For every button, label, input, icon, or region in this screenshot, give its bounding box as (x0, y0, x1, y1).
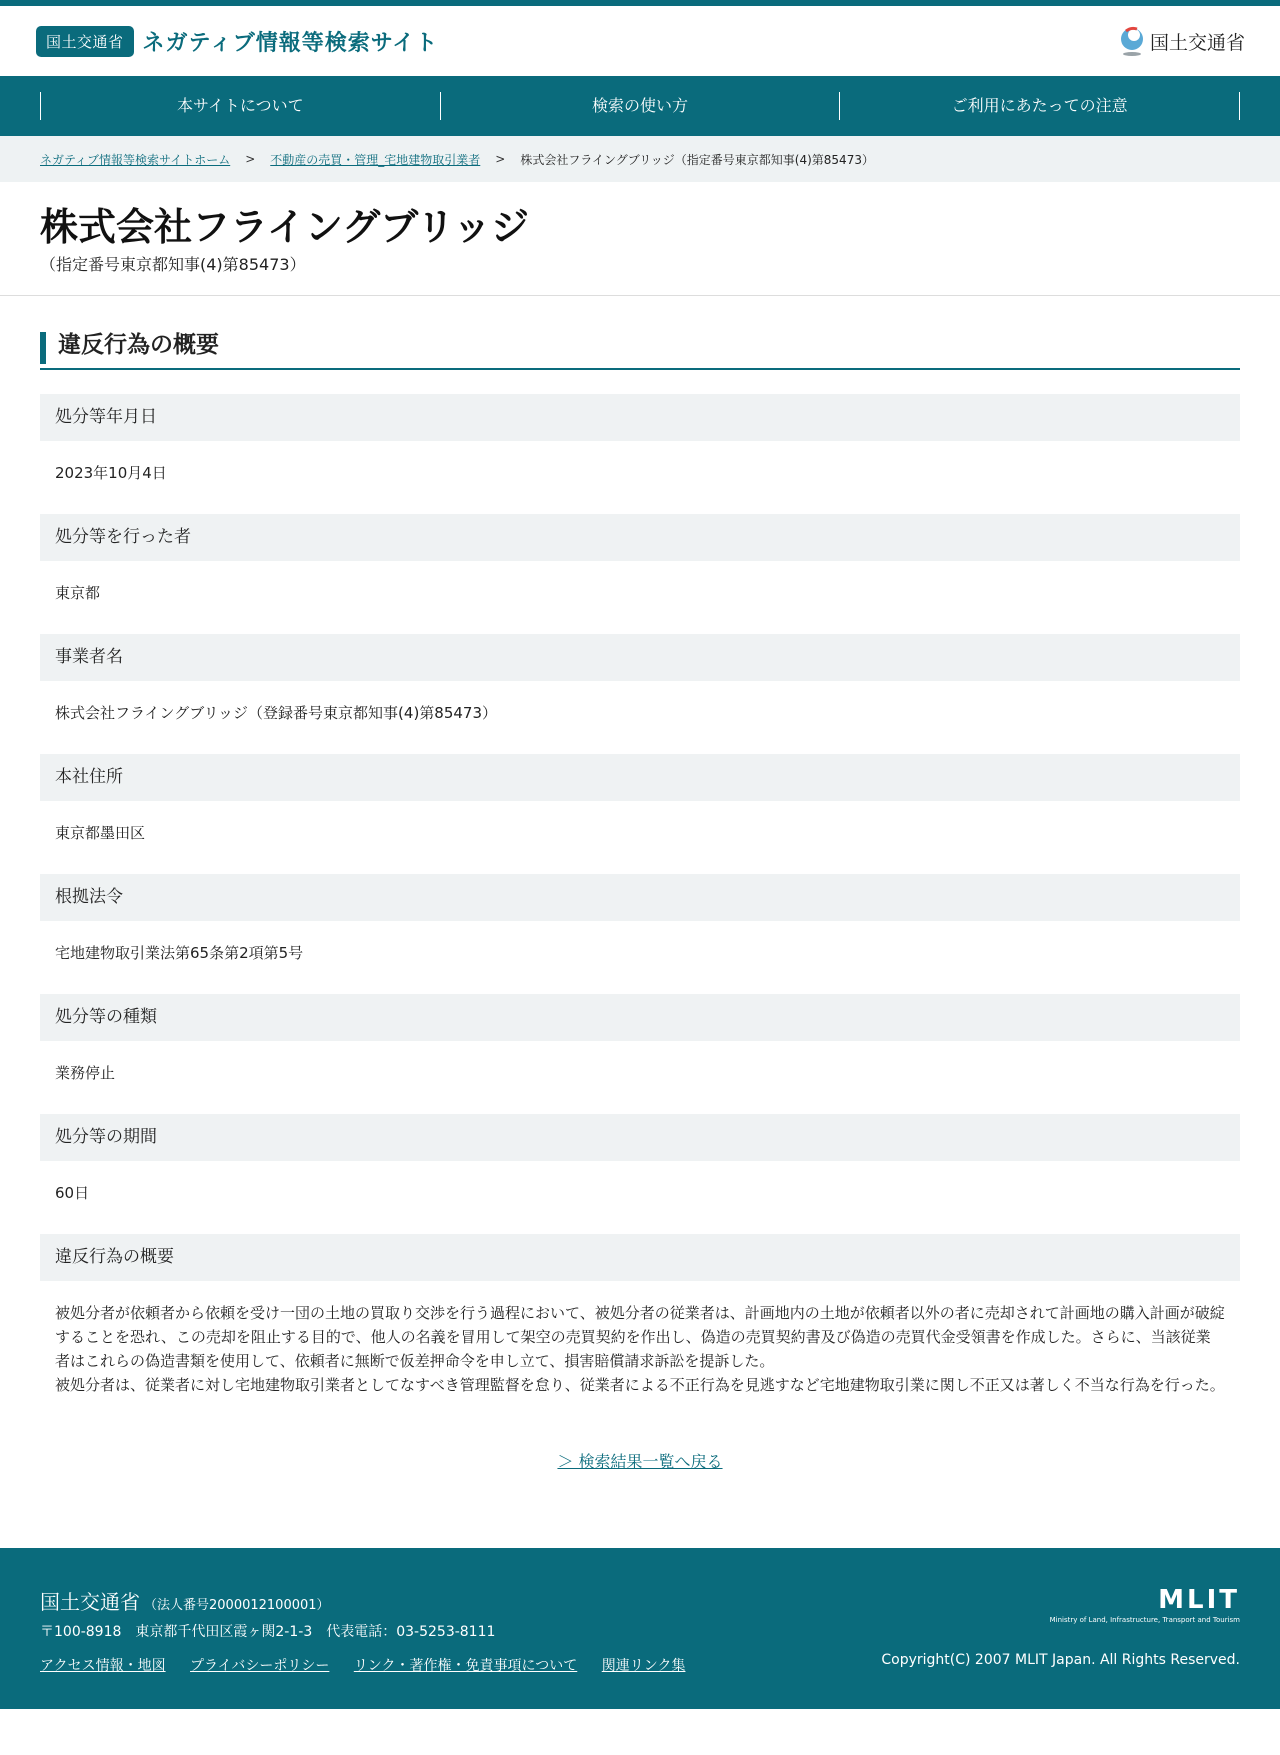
ministry-name: 国土交通省 (1149, 31, 1245, 54)
breadcrumb-separator: > (495, 152, 506, 166)
breadcrumb-home-link[interactable]: ネガティブ情報等検索サイトホーム (40, 152, 231, 167)
field-value: 東京都墨田区 (55, 824, 146, 842)
back-link-area (40, 1449, 1240, 1472)
page-subtitle: （指定番号東京都知事(4)第85473） (40, 255, 306, 274)
field-business-name (40, 634, 1240, 729)
field-value: 60日 (55, 1184, 90, 1202)
field-value: 東京都 (55, 584, 101, 602)
breadcrumb-category-link[interactable]: 不動産の売買・管理_宅地建物取引業者 (270, 152, 481, 167)
summary-paragraph: 被処分者は、従業者に対し宅地建物取引業者としてなすべき管理監督を怠り、従業者による不正行為を見逃すなど宅地建物取引業に関し不正又は著しく不当な行為を行った。 (55, 1376, 1225, 1394)
breadcrumb-current: 株式会社フライングブリッジ（指定番号東京都知事(4)第85473） (520, 152, 874, 167)
section-heading: 違反行為の概要 (40, 332, 1240, 364)
field-value: 株式会社フライングブリッジ（登録番号東京都知事(4)第85473） (55, 704, 498, 722)
field-violation-summary (40, 1234, 1240, 1397)
mlit-logo-subtitle: Ministry of Land, Infrastructure, Transport and Tourism (1049, 1616, 1240, 1624)
field-head-office (40, 754, 1240, 849)
footer-corp-number: （法人番号2000012100001） (144, 1598, 330, 1613)
field-disposition-type (40, 994, 1240, 1089)
global-nav (0, 76, 1280, 136)
field-label: 処分等の期間 (40, 1114, 1240, 1161)
site-title: ネガティブ情報等検索サイト (142, 30, 439, 56)
field-label: 処分等年月日 (40, 394, 1240, 441)
field-label: 処分等を行った者 (40, 514, 1240, 561)
field-value (40, 1281, 1240, 1397)
mlit-logo[interactable]: MLIT (1158, 1585, 1240, 1615)
field-value: 宅地建物取引業法第65条第2項第5号 (55, 944, 304, 962)
field-label: 根拠法令 (40, 874, 1240, 921)
field-value: 業務停止 (55, 1064, 116, 1082)
footer-right (881, 1586, 1240, 1668)
breadcrumb-separator: > (245, 152, 256, 166)
site-header (0, 6, 1280, 76)
ministry-badge: 国土交通省 (36, 26, 134, 57)
site-footer (0, 1548, 1280, 1709)
field-label: 本社住所 (40, 754, 1240, 801)
main-content (0, 296, 1280, 1472)
field-label: 処分等の種類 (40, 994, 1240, 1041)
site-brand[interactable] (36, 26, 438, 57)
title-area (0, 182, 1280, 296)
footer-link-related[interactable]: 関連リンク集 (601, 1658, 686, 1674)
summary-paragraph: 被処分者が依頼者から依頼を受け一団の土地の買取り交渉を行う過程において、被処分者の従業者は、計画地内の土地が依頼者以外の者に売却されて計画地の購入計画が破綻することを恐れ、この売却を阻止する目的で、他人の名義を冒用して架空の売買契約を作出し、偽造の売買契約書及び偽造の売買代金受領書を作成した。さらに、当該従業者はこれらの偽造書類を使用して、依頼者に無断で仮差押命令を申し立て、損害賠償請求訴訟を提訴した。 (55, 1304, 1225, 1370)
footer-address: 〒100-8918 東京都千代田区霞ヶ関2-1-3 代表電話：03-5253-8111 (40, 1624, 496, 1640)
copyright: Copyright(C) 2007 MLIT Japan. All Rights Reserved. (881, 1652, 1240, 1668)
field-label: 違反行為の概要 (40, 1234, 1240, 1281)
nav-usage-notes[interactable]: ご利用にあたっての注意 (839, 92, 1240, 120)
nav-how-to-search[interactable]: 検索の使い方 (440, 92, 840, 120)
page-title: 株式会社フライングブリッジ (40, 205, 530, 249)
field-disposition-date (40, 394, 1240, 489)
back-to-results-link[interactable]: ＞ 検索結果一覧へ戻る (557, 1452, 723, 1471)
footer-org-name: 国土交通省 (40, 1590, 140, 1614)
field-authority (40, 514, 1240, 609)
nav-about[interactable]: 本サイトについて (40, 92, 440, 120)
footer-link-privacy[interactable]: プライバシーポリシー (190, 1658, 330, 1674)
footer-link-access[interactable]: アクセス情報・地図 (40, 1658, 166, 1674)
field-disposition-period (40, 1114, 1240, 1209)
ministry-emblem-icon (1117, 25, 1147, 57)
field-label: 事業者名 (40, 634, 1240, 681)
field-legal-basis (40, 874, 1240, 969)
breadcrumb (0, 136, 1280, 182)
footer-link-copyright[interactable]: リンク・著作権・免責事項について (353, 1658, 578, 1674)
field-value: 2023年10月4日 (55, 464, 167, 482)
ministry-logo[interactable] (1117, 25, 1245, 57)
